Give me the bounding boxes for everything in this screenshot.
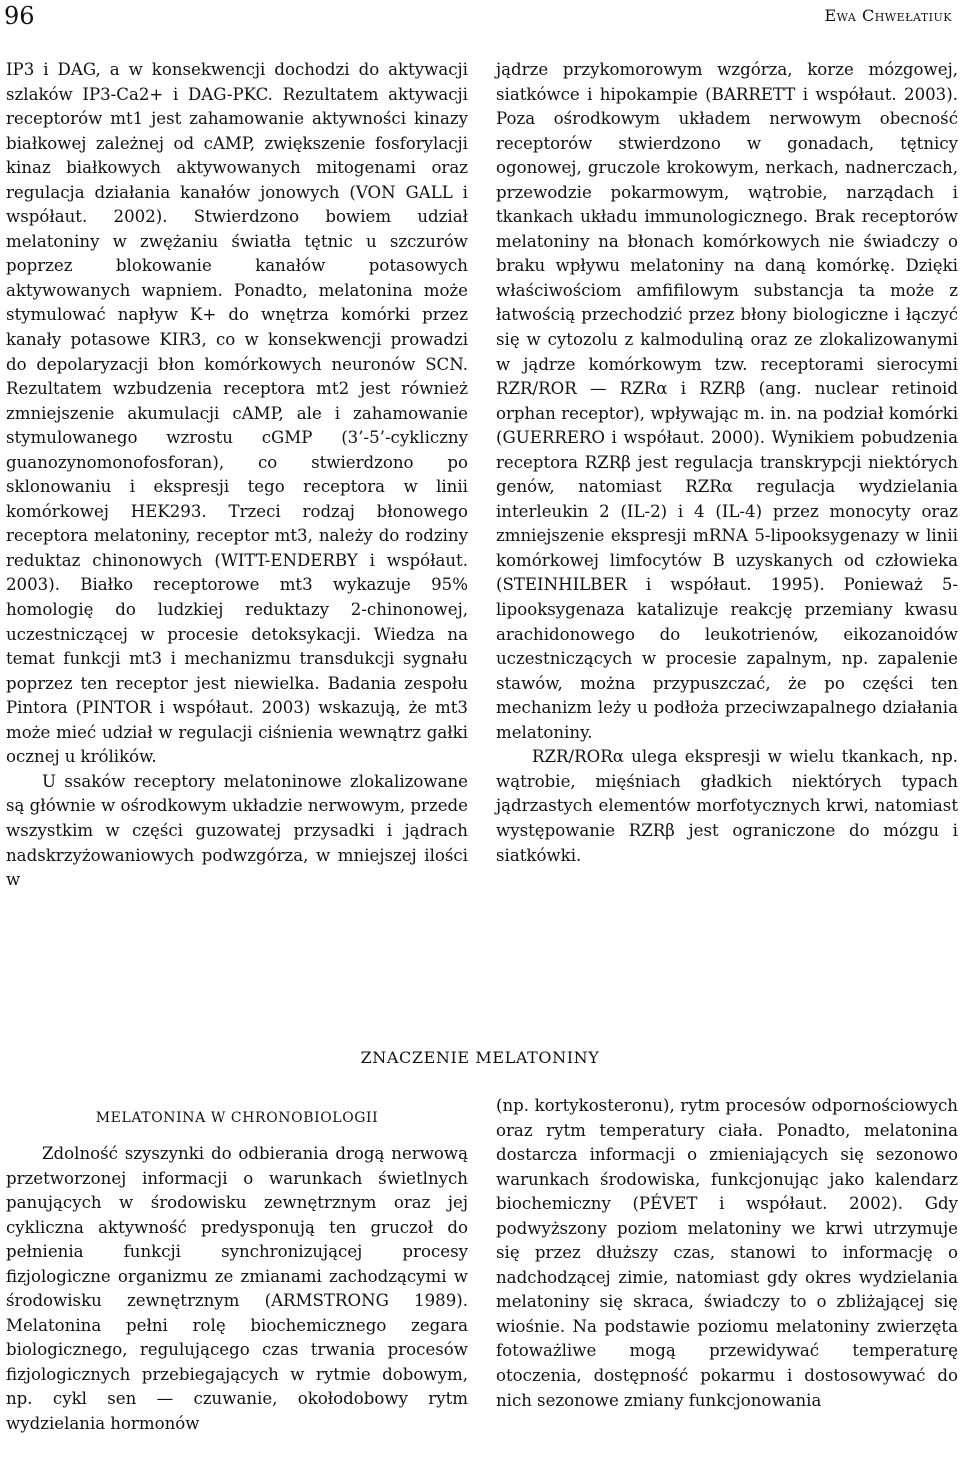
section-heading: ZNACZENIE MELATONINY bbox=[360, 1048, 600, 1067]
paragraph-receptors-signaling: IP3 i DAG, a w konsekwencji dochodzi do aktywacji szlaków IP3-Ca2+ i DAG-PKC. Rezultatem aktywacji receptorów mt1 jest zahamowanie aktywności kinazy białkowej zależnej od cAMP, zwiększenie fosforylacji kinaz białkowych aktywowanych mitogenami oraz regulacja działania kanałów jonowych (VON GALL i współaut. 2002). Stwierdzono bowiem udział melatoniny w zwężaniu światła tętnic u szczurów poprzez blokowanie kanałów potasowych aktywowanych wapniem. Ponadto, melatonina może stymulować napływ K+ do wnętrza komórki przez kanały potasowe KIR3, co w konsekwencji prowadzi do depolaryzacji błon komórkowych neuronów SCN. Rezultatem wzbudzenia receptora mt2 jest również zmniejszenie akumulacji cAMP, ale i zahamowanie stymulowanego wzrostu cGMP (3’-5’-cykliczny guanozynomonofosforan), co stwierdzono po sklonowaniu i ekspresji tego receptora w linii komórkowej HEK293. Trzeci rodzaj błonowego receptora melatoniny, receptor mt3, należy do rodziny reduktaz chinonowych (WITT-ENDERBY i współaut. 2003). Białko receptorowe mt3 wykazuje 95% homologię do ludzkiej reduktazy 2-chinonowej, uczestniczącej w procesie detoksykacji. Wiedza na temat funkcji mt3 i mechanizmu transdukcji sygnału poprzez ten receptor jest niewielka. Badania zespołu Pintora (PINTOR i współaut. 2003) wskazują, że mt3 może mieć udział w regulacji ciśnienia wewnątrz gałki ocznej u królików. bbox=[6, 60, 468, 767]
running-head: Ewa Chwełatiuk bbox=[824, 6, 952, 25]
paragraph-chronobiology: Zdolność szyszynki do odbierania drogą nerwową przetworzonej informacji o warunkach świetlnych panujących w środowisku zewnętrznym oraz jej cykliczna aktywność predysponują ten gruczoł do pełnienia funkcji synchronizującej procesy fizjologiczne organizmu ze zmianami zachodzącymi w środowisku zewnętrznym (ARMSTRONG 1989). Melatonina pełni rolę biochemicznego zegara biologicznego, regulującego czas trwania procesów fizjologicznych przebiegających w rytmie dobowym, np. cykl sen — czuwanie, okołodobowy rytm wydzielania hormonów bbox=[6, 1144, 468, 1434]
paragraph-rzr-ror-expression: RZR/RORα ulega ekspresji w wielu tkankach, np. wątrobie, mięśniach gładkich niektórych typach jądrzastych elementów morfotycznych krwi, natomiast występowanie RZRβ jest ograniczone do mózgu i siatkówki. bbox=[496, 747, 958, 865]
paragraph-receptor-distribution: jądrze przykomorowym wzgórza, korze mózgowej, siatkówce i hipokampie (BARRETT i współaut. 2003). Poza ośrodkowym układem nerwowym obecność receptorów stwierdzono w gonadach, tętnicy ogonowej, gruczole krokowym, nerkach, nadnerczach, przewodzie pokarmowym, wątrobie, narządach i tkankach układu immunologicznego. Brak receptorów melatoniny na błonach komórkowych nie świadczy o braku wpływu melatoniny na daną komórkę. Dzięki właściwościom amfifilowym substancja ta może z łatwością przechodzić przez błony biologiczne i łączyć się w cytozolu z kalmoduliną oraz ze zlokalizowanymi w jądrze komórkowym tzw. receptorami sierocymi RZR/ROR — RZRα i RZRβ (ang. nuclear retinoid orphan receptor), wpływając m. in. na podział komórki (GUERRERO i współaut. 2000). Wynikiem pobudzenia receptora RZRβ jest regulacja transkrypcji niektórych genów, natomiast RZRα regulacja wydzielania interleukin 2 (IL-2) i 4 (IL-4) przez monocyty oraz zmniejszenie ekspresji mRNA 5-lipooksygenazy w linii komórkowej limfocytów B uzyskanych od człowieka (STEINHILBER i współaut. 1995). Ponieważ 5-lipooksygenaza katalizuje reakcję przemiany kwasu arachidonowego do leukotrienów, eikozanoidów uczestniczących w procesie zapalnym, np. zapalenie stawów, można przypuszczać, że po części ten mechanizm leży u podłoża przeciwzapalnego działania melatoniny. bbox=[496, 60, 958, 742]
paragraph-seasonal-information: (np. kortykosteronu), rytm procesów odpornościowych oraz rytm temperatury ciała. Ponadto, melatonina dostarcza informacji o zmieniających się sezonowo warunkach środowiska, funkcjonując jako kalendarz biochemiczny (PÉVET i współaut. 2002). Gdy podwyższony poziom melatoniny we krwi utrzymuje się przez dłuższy czas, stanowi to informację o nadchodzącej zimie, natomiast gdy okres wydzielania melatoniny się skraca, świadczy to o zbliżającej się wiośnie. Na podstawie poziomu melatoniny zwierzęta fotoważliwe mogą przewidywać temperaturę otoczenia, dostępność pokarmu i dostosowywać do nich sezonowe zmiany funkcjonowania bbox=[496, 1096, 958, 1410]
subsection-heading: MELATONINA W CHRONOBIOLOGII bbox=[95, 1110, 379, 1126]
left-column-bottom bbox=[6, 1142, 468, 1437]
page-number: 96 bbox=[4, 2, 35, 30]
paragraph-receptor-localization: U ssaków receptory melatoninowe zlokalizowane są głównie w ośrodkowym układzie nerwowym, przede wszystkim w części guzowatej przysadki i jądrach nadskrzyżowaniowych podwzgórza, w mniejszej ilości w bbox=[6, 771, 468, 890]
right-column-top bbox=[496, 58, 958, 868]
right-column-bottom bbox=[496, 1094, 958, 1413]
page-header bbox=[0, 0, 960, 40]
left-column-top bbox=[6, 58, 468, 893]
